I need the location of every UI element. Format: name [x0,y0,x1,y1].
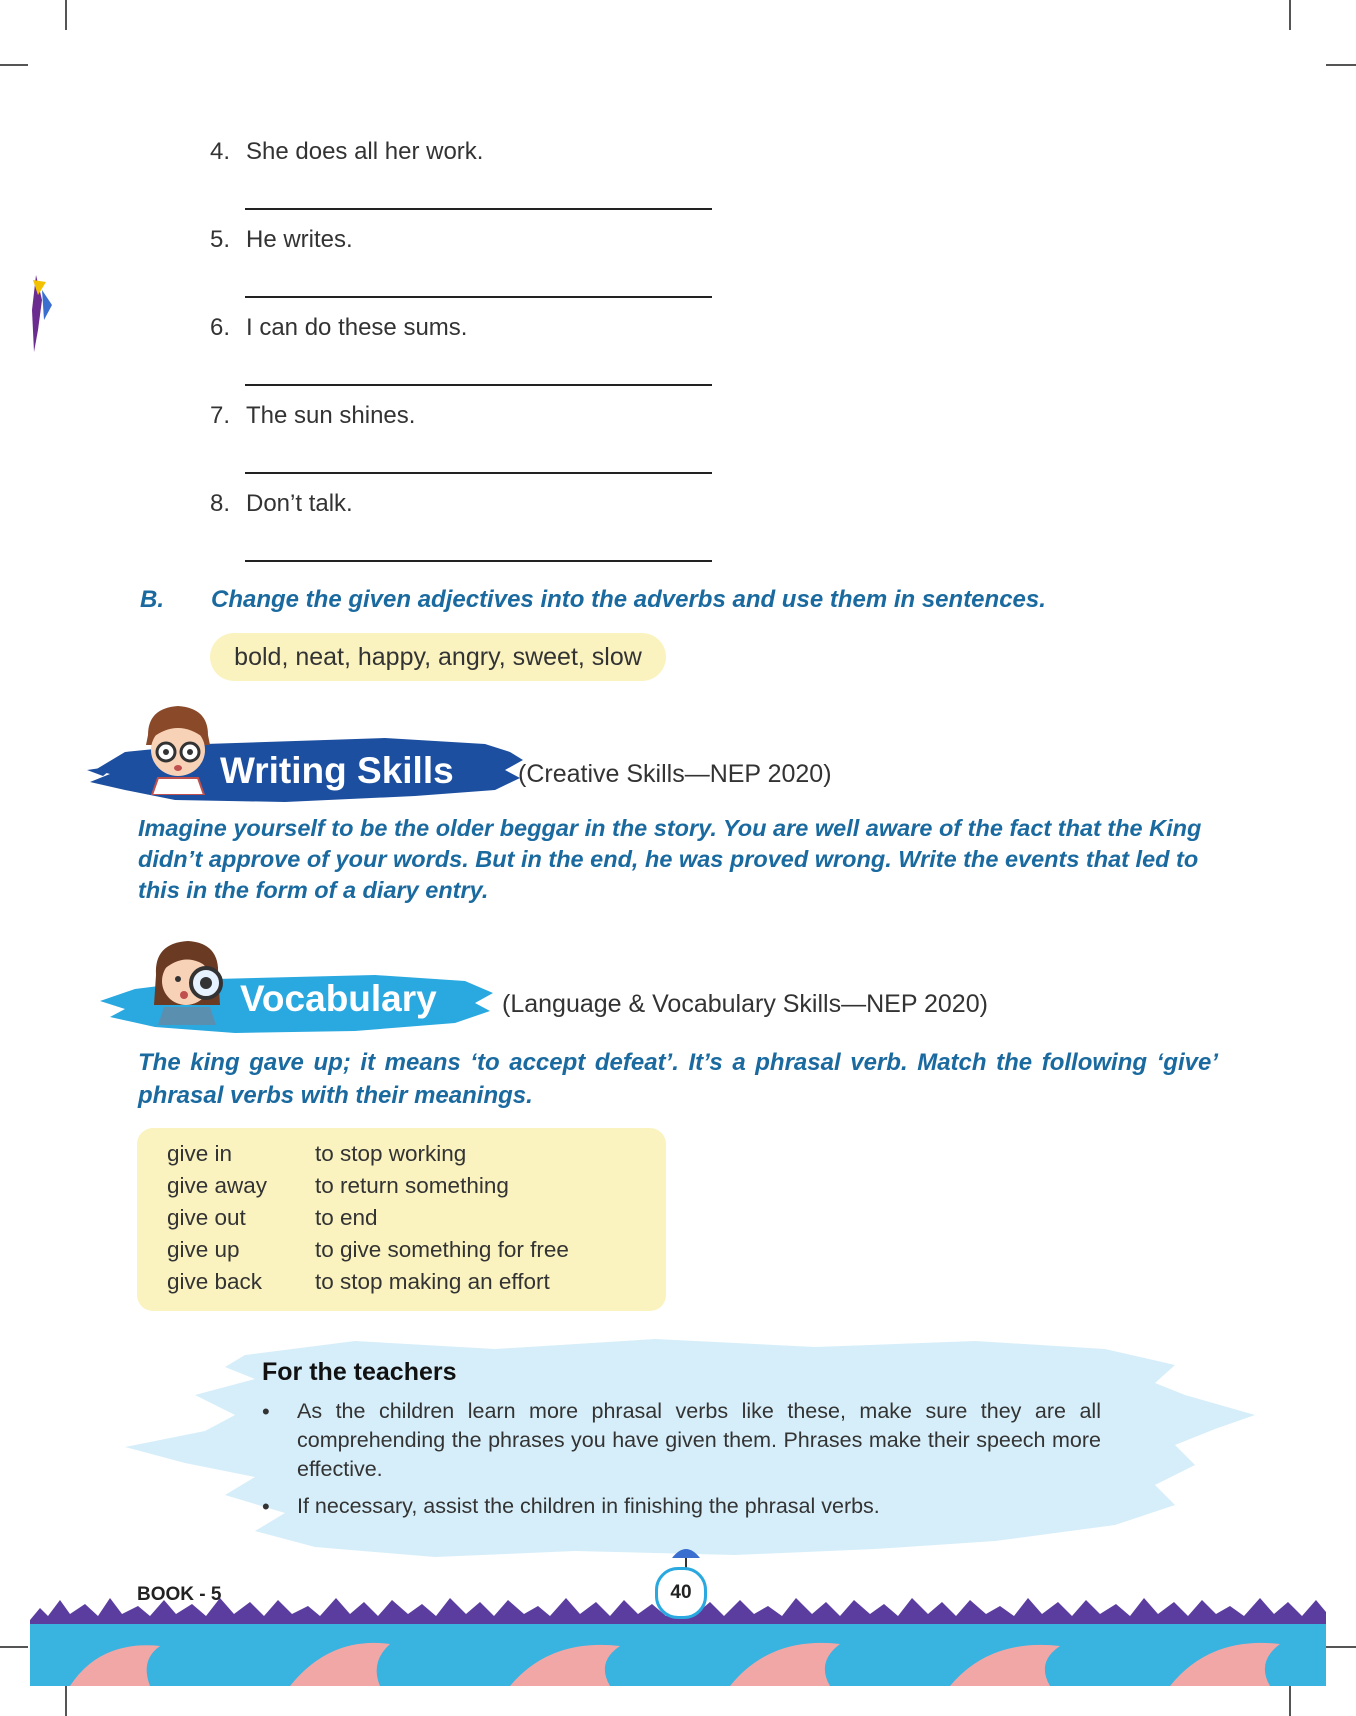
bullet-point: • [262,1494,270,1519]
teachers-note-title: For the teachers [262,1358,457,1386]
bullet-point: • [262,1399,270,1424]
teachers-note-point: If necessary, assist the children in finishing the phrasal verbs. [297,1494,880,1518]
phrasal-verb: give away [167,1173,268,1198]
exercise-b-instruction: Change the given adjectives into the adverbs and use them in sentences. [211,586,1046,613]
vocabulary-subtitle: (Language & Vocabulary Skills—NEP 2020) [502,990,988,1018]
answer-line[interactable] [245,472,712,474]
phrasal-verb-meaning: to give something for free [315,1237,569,1262]
phrasal-verb-match-box [137,1128,666,1311]
crop-mark [1326,64,1356,66]
item-text: He writes. [246,226,353,253]
paint-splash-decoration [28,270,58,355]
list-item [210,138,483,166]
crop-mark [1289,1686,1291,1716]
phrasal-verb: give in [167,1141,233,1166]
list-item [210,490,353,518]
answer-line[interactable] [245,208,712,210]
crop-mark [0,64,28,66]
teachers-note-point: As the children learn more phrasal verbs like these, make sure they are all comprehending the phrases you have given them. Phrases make their speech more effective. [297,1399,1101,1481]
crop-mark [1326,1646,1356,1648]
umbrella-icon [668,1540,704,1568]
writing-skills-title: Writing Skills [220,750,454,791]
list-item [210,226,353,254]
answer-line[interactable] [245,384,712,386]
item-text: Don’t talk. [246,490,353,517]
phrasal-verb: give out [167,1205,246,1230]
item-number: 7. [210,402,231,429]
item-text: She does all her work. [246,138,484,165]
item-number: 8. [210,490,231,517]
item-text: I can do these sums. [246,314,468,341]
crop-mark [1289,0,1291,30]
writing-skills-subtitle: (Creative Skills—NEP 2020) [518,760,832,788]
phrasal-verb-meaning: to end [315,1205,378,1230]
answer-line[interactable] [245,560,712,562]
phrasal-verb: give back [167,1269,263,1294]
list-item [210,402,415,430]
vocabulary-prompt: The king gave up; it means ‘to accept defeat’. It’s a phrasal verb. Match the following ‘give’ phrasal verbs with their meanings. [138,1049,1218,1109]
girl-with-magnifier-icon [148,935,233,1025]
answer-line[interactable] [245,296,712,298]
item-text: The sun shines. [246,402,416,429]
page-number: 40 [655,1567,707,1619]
writing-skills-prompt: Imagine yourself to be the older beggar in the story. You are well aware of the fact that the King didn’t approve of your words. But in the end, he was proved wrong. Write the events that led to this in the form of a diary entry. [138,815,1202,903]
exercise-b-label: B. [140,586,164,613]
phrasal-verb-meaning: to stop working [315,1141,467,1166]
item-number: 4. [210,138,231,165]
phrasal-verb-meaning: to return something [315,1173,509,1198]
item-number: 5. [210,226,231,253]
book-label: BOOK - 5 [137,1584,222,1605]
phrasal-verb: give up [167,1237,240,1262]
vocabulary-title: Vocabulary [240,978,437,1019]
crop-mark [0,1646,28,1648]
crop-mark [65,1686,67,1716]
adjective-word-box: bold, neat, happy, angry, sweet, slow [210,633,666,681]
boy-with-glasses-icon [138,700,218,795]
crop-mark [65,0,67,30]
list-item [210,314,467,342]
phrasal-verb-meaning: to stop making an effort [315,1269,550,1294]
item-number: 6. [210,314,231,341]
